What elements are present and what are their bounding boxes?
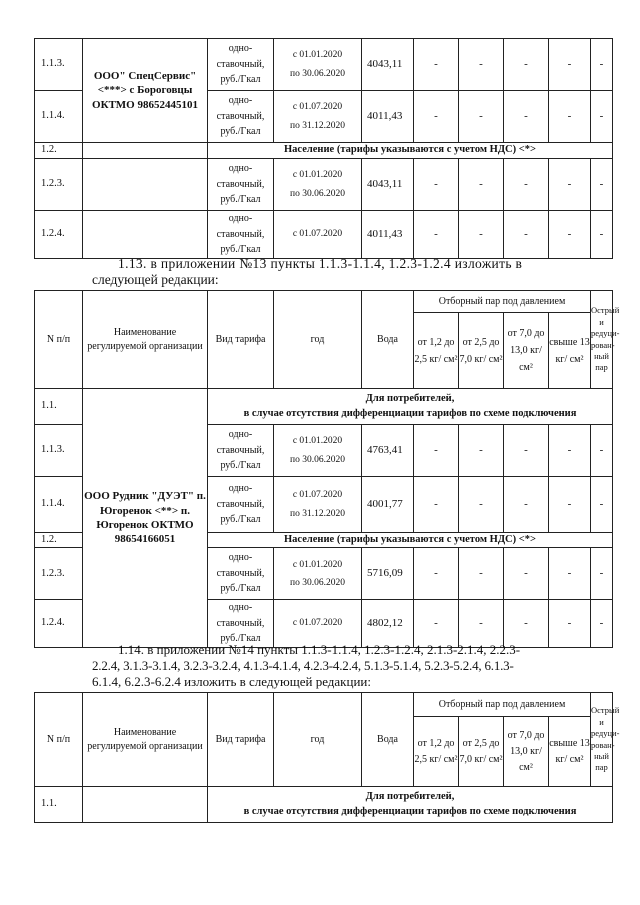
dash-cell: - bbox=[591, 39, 613, 91]
header-steam: Отборный пар под давлением bbox=[414, 291, 591, 313]
header-p4: свыше 13 кг/ см² bbox=[549, 313, 591, 389]
row-number: 1.2.4. bbox=[35, 211, 83, 259]
period-to: по 30.06.2020 bbox=[290, 68, 345, 79]
period-from: с 01.07.2020 bbox=[292, 490, 343, 501]
dash-cell: - bbox=[459, 91, 504, 143]
header-p4: свыше 13 кг/ см² bbox=[549, 717, 591, 787]
dash-cell: - bbox=[549, 91, 591, 143]
row-number: 1.1.3. bbox=[35, 425, 83, 477]
dash-cell: - bbox=[459, 425, 504, 477]
header-year: год bbox=[274, 291, 362, 389]
header-sharp: Острый и редуци-рован-ный пар bbox=[591, 693, 613, 787]
water-value: 4763,41 bbox=[362, 425, 414, 477]
period-cell bbox=[274, 39, 362, 91]
dash-cell: - bbox=[591, 211, 613, 259]
dash-cell: - bbox=[414, 159, 459, 211]
section-heading-line: в случае отсутствия дифференциации тарифов по схеме подключения bbox=[243, 805, 577, 817]
period-to: по 31.12.2020 bbox=[290, 508, 345, 519]
tariff-type: одно-ставочный, руб./Гкал bbox=[208, 91, 274, 143]
dash-cell: - bbox=[459, 39, 504, 91]
dash-cell: - bbox=[459, 477, 504, 533]
table-row bbox=[35, 389, 613, 425]
dash-cell: - bbox=[591, 91, 613, 143]
table-row bbox=[35, 39, 613, 91]
period-cell bbox=[274, 211, 362, 259]
section-heading bbox=[208, 787, 613, 823]
table-row bbox=[35, 787, 613, 823]
row-number: 1.2.3. bbox=[35, 159, 83, 211]
dash-cell: - bbox=[459, 211, 504, 259]
row-number: 1.1.4. bbox=[35, 91, 83, 143]
period-to: по 30.06.2020 bbox=[290, 188, 345, 199]
tariff-type: одно-ставочный, руб./Гкал bbox=[208, 159, 274, 211]
row-number: 1.2. bbox=[35, 533, 83, 548]
row-number: 1.1.3. bbox=[35, 39, 83, 91]
dash-cell: - bbox=[549, 425, 591, 477]
period-from: с 01.01.2020 bbox=[292, 436, 343, 447]
dash-cell: - bbox=[504, 211, 549, 259]
dash-cell: - bbox=[504, 600, 549, 648]
row-number: 1.1. bbox=[35, 787, 83, 823]
tariff-table-14 bbox=[34, 692, 620, 823]
period-from: с 01.07.2020 bbox=[292, 102, 343, 113]
header-p1: от 1,2 до 2,5 кг/ см² bbox=[414, 313, 459, 389]
water-value: 4011,43 bbox=[362, 91, 414, 143]
row-number: 1.2. bbox=[35, 143, 83, 159]
water-value: 5716,09 bbox=[362, 548, 414, 600]
dash-cell: - bbox=[414, 425, 459, 477]
dash-cell: - bbox=[549, 600, 591, 648]
paragraph-line: 1.14. в приложении №14 пункты 1.1.3-1.1.4, 1.2.3-1.2.4, 2.1.3-2.1.4, 2.2.3- bbox=[118, 642, 521, 657]
tariff-table-13 bbox=[34, 290, 620, 648]
period-from: с 01.01.2020 bbox=[292, 559, 343, 570]
table-row bbox=[35, 211, 613, 259]
paragraph-1-13-cont bbox=[92, 272, 219, 287]
tariff-type: одно-ставочный, руб./Гкал bbox=[208, 477, 274, 533]
header-p3: от 7,0 до 13,0 кг/ см² bbox=[504, 313, 549, 389]
dash-cell: - bbox=[414, 39, 459, 91]
water-value: 4043,11 bbox=[362, 159, 414, 211]
period-to: по 31.12.2020 bbox=[290, 120, 345, 131]
tariff-type: одно-ставочный, руб./Гкал bbox=[208, 425, 274, 477]
dash-cell: - bbox=[414, 600, 459, 648]
period-from: с 01.07.2020 bbox=[292, 618, 343, 629]
period-cell bbox=[274, 548, 362, 600]
dash-cell: - bbox=[591, 600, 613, 648]
tariff-type: одно-ставочный, руб./Гкал bbox=[208, 39, 274, 91]
dash-cell: - bbox=[459, 159, 504, 211]
table-row bbox=[35, 143, 613, 159]
header-tariff: Вид тарифа bbox=[208, 693, 274, 787]
row-number: 1.2.4. bbox=[35, 600, 83, 648]
dash-cell: - bbox=[504, 477, 549, 533]
period-cell bbox=[274, 600, 362, 648]
dash-cell: - bbox=[459, 548, 504, 600]
paragraph-1-14-cont bbox=[92, 674, 371, 689]
section-heading-line: Для потребителей, bbox=[365, 393, 455, 405]
paragraph-1-13 bbox=[118, 256, 522, 271]
dash-cell: - bbox=[504, 425, 549, 477]
table-row bbox=[35, 159, 613, 211]
section-heading bbox=[208, 389, 613, 425]
header-p1: от 1,2 до 2,5 кг/ см² bbox=[414, 717, 459, 787]
tariff-table-top bbox=[34, 38, 613, 259]
water-value: 4043,11 bbox=[362, 39, 414, 91]
tariff-type: одно-ставочный, руб./Гкал bbox=[208, 548, 274, 600]
dash-cell: - bbox=[591, 548, 613, 600]
paragraph-1-14-cont bbox=[92, 658, 514, 673]
dash-cell: - bbox=[504, 159, 549, 211]
dash-cell: - bbox=[414, 91, 459, 143]
dash-cell: - bbox=[504, 91, 549, 143]
period-from: с 01.07.2020 bbox=[292, 229, 343, 240]
paragraph-1-14 bbox=[118, 642, 520, 657]
water-value: 4802,12 bbox=[362, 600, 414, 648]
dash-cell: - bbox=[414, 211, 459, 259]
header-p3: от 7,0 до 13,0 кг/ см² bbox=[504, 717, 549, 787]
organization-cell bbox=[83, 787, 208, 823]
period-to: по 30.06.2020 bbox=[290, 454, 345, 465]
header-steam: Отборный пар под давлением bbox=[414, 693, 591, 717]
water-value: 4011,43 bbox=[362, 211, 414, 259]
period-from: с 01.01.2020 bbox=[292, 50, 343, 61]
water-value: 4001,77 bbox=[362, 477, 414, 533]
dash-cell: - bbox=[591, 477, 613, 533]
paragraph-line: 1.13. в приложении №13 пункты 1.1.3-1.1.4, 1.2.3-1.2.4 изложить в bbox=[118, 256, 523, 271]
header-p2: от 2,5 до 7,0 кг/ см² bbox=[459, 313, 504, 389]
organization-cell: ООО" СпецСервис" <***> с Бороговцы ОКТМО 98652445101 bbox=[83, 39, 208, 143]
header-year: год bbox=[274, 693, 362, 787]
header-row bbox=[35, 693, 613, 717]
section-heading-line: Для потребителей, bbox=[365, 791, 455, 803]
header-n: N п/п bbox=[35, 693, 83, 787]
paragraph-line: 2.2.4, 3.1.3-3.1.4, 3.2.3-3.2.4, 4.1.3-4.1.4, 4.2.3-4.2.4, 5.1.3-5.1.4, 5.2.3-5.2.4, 6.1.3- bbox=[92, 658, 514, 673]
period-from: с 01.01.2020 bbox=[292, 170, 343, 181]
period-cell bbox=[274, 159, 362, 211]
period-to: по 30.06.2020 bbox=[290, 577, 345, 588]
row-number: 1.1. bbox=[35, 389, 83, 425]
header-tariff: Вид тарифа bbox=[208, 291, 274, 389]
dash-cell: - bbox=[504, 548, 549, 600]
header-n: N п/п bbox=[35, 291, 83, 389]
row-number: 1.1.4. bbox=[35, 477, 83, 533]
dash-cell: - bbox=[591, 425, 613, 477]
organization-cell: ООО Рудник "ДУЭТ" п. Югоренок <**> п. Югоренок ОКТМО 98654166051 bbox=[83, 389, 208, 648]
period-cell bbox=[274, 425, 362, 477]
dash-cell: - bbox=[414, 548, 459, 600]
header-org: Наименование регулируемой организации bbox=[83, 693, 208, 787]
row-number: 1.2.3. bbox=[35, 548, 83, 600]
dash-cell: - bbox=[591, 159, 613, 211]
dash-cell: - bbox=[549, 477, 591, 533]
section-heading: Население (тарифы указываются с учетом НДС) <*> bbox=[208, 533, 613, 548]
organization-cell bbox=[83, 143, 208, 159]
header-p2: от 2,5 до 7,0 кг/ см² bbox=[459, 717, 504, 787]
dash-cell: - bbox=[549, 211, 591, 259]
section-heading-line: в случае отсутствия дифференциации тарифов по схеме подключения bbox=[243, 407, 577, 419]
dash-cell: - bbox=[504, 39, 549, 91]
organization-cell bbox=[83, 159, 208, 211]
dash-cell: - bbox=[549, 159, 591, 211]
tariff-type: одно-ставочный, руб./Гкал bbox=[208, 211, 274, 259]
period-cell bbox=[274, 477, 362, 533]
organization-cell bbox=[83, 211, 208, 259]
header-row bbox=[35, 291, 613, 313]
dash-cell: - bbox=[549, 548, 591, 600]
period-cell bbox=[274, 91, 362, 143]
section-heading: Население (тарифы указываются с учетом НДС) <*> bbox=[208, 143, 613, 159]
tariff-type: одно-ставочный, руб./Гкал bbox=[208, 600, 274, 648]
dash-cell: - bbox=[549, 39, 591, 91]
dash-cell: - bbox=[459, 600, 504, 648]
paragraph-line: 6.1.4, 6.2.3-6.2.4 изложить в следующей редакции: bbox=[92, 674, 371, 689]
paragraph-line: следующей редакции: bbox=[92, 272, 219, 287]
header-water: Вода bbox=[362, 693, 414, 787]
header-sharp: Острый и редуци-рован-ный пар bbox=[591, 291, 613, 389]
header-water: Вода bbox=[362, 291, 414, 389]
header-org: Наименование регулируемой организации bbox=[83, 291, 208, 389]
dash-cell: - bbox=[414, 477, 459, 533]
